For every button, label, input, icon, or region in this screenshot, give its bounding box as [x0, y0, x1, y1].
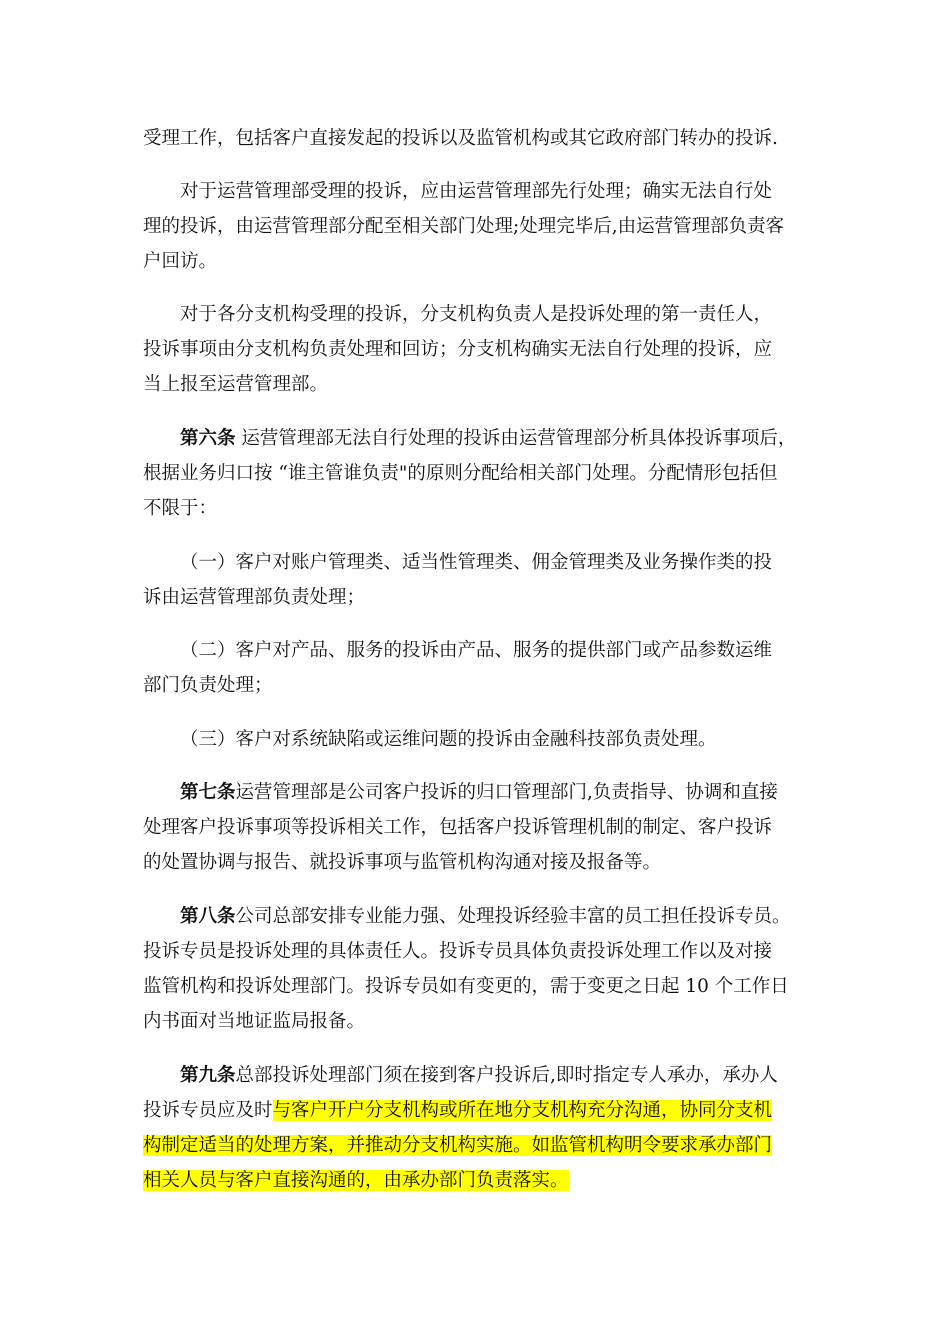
article-6-label: 第六条: [180, 428, 236, 449]
paragraph-line: 对于运营管理部受理的投诉，应由运营管理部先行处理；确实无法自行处: [180, 181, 773, 202]
article-9-line: [180, 1061, 813, 1091]
paragraph-line: 理的投诉，由运营管理部分配至相关部门处理;处理完毕后,由运营管理部负责客: [143, 216, 785, 237]
article-6-text: 运营管理部无法自行处理的投诉由运营管理部分析具体投诉事项后，: [235, 428, 797, 449]
paragraph-line: 根据业务归口按 “谁主管谁负责"的原则分配给相关部门处理。分配情形包括但: [143, 463, 778, 484]
list-item-line: 诉由运营管理部负责处理；: [143, 587, 366, 608]
paragraph-line: 的处置协调与报告、就投诉事项与监管机构沟通对接及报备等。: [143, 852, 662, 873]
article-9-line: [143, 1131, 813, 1161]
highlighted-text: 相关人员与客户直接沟通的，由承办部门负责落实。: [143, 1170, 569, 1191]
highlighted-text: 构制定适当的处理方案，并推动分支机构实施。如监管机构明令要求承办部门: [143, 1135, 773, 1156]
article-9-line: [143, 1096, 813, 1126]
article-9-text: 投诉专员应及时: [143, 1100, 273, 1121]
paragraph-line: 投诉事项由分支机构负责处理和回访；分支机构确实无法自行处理的投诉，应: [143, 339, 773, 360]
article-8-line: [180, 902, 813, 932]
list-item-line: （一）客户对账户管理类、适当性管理类、佣金管理类及业务操作类的投: [180, 552, 773, 573]
list-item-line: （二）客户对产品、服务的投诉由产品、服务的提供部门或产品参数运维: [180, 640, 773, 661]
paragraph-line: 内书面对当地证监局报备。: [143, 1011, 366, 1032]
paragraph-line: 处理客户投诉事项等投诉相关工作，包括客户投诉管理机制的制定、客户投诉: [143, 817, 773, 838]
paragraph-line: 受理工作，包括客户直接发起的投诉以及监管机构或其它政府部门转办的投诉.: [143, 128, 778, 149]
paragraph-line: 投诉专员是投诉处理的具体责任人。投诉专员具体负责投诉处理工作以及对接: [143, 941, 773, 962]
article-8-label: 第八条: [180, 906, 236, 927]
article-7-label: 第七条: [180, 782, 236, 803]
paragraph-line: 当上报至运营管理部。: [143, 374, 329, 395]
article-9-text: 总部投诉处理部门须在接到客户投诉后,即时指定专人承办，承办人: [235, 1065, 778, 1086]
article-7-text: 运营管理部是公司客户投诉的归口管理部门,负责指导、协调和直接: [235, 782, 778, 803]
article-9-line: [143, 1166, 813, 1196]
paragraph-line: 不限于：: [143, 498, 218, 519]
paragraph-line: 对于各分支机构受理的投诉，分支机构负责人是投诉处理的第一责任人，: [180, 304, 773, 325]
list-item-line: （三）客户对系统缺陷或运维问题的投诉由金融科技部负责处理。: [180, 729, 717, 750]
article-6-line: [180, 424, 813, 454]
paragraph-line: 户回访。: [143, 251, 218, 272]
article-9-label: 第九条: [180, 1065, 236, 1086]
article-8-text: 公司总部安排专业能力强、处理投诉经验丰富的员工担任投诉专员。: [235, 906, 791, 927]
paragraph-line: 监管机构和投诉处理部门。投诉专员如有变更的，需于变更之日起 10 个工作日: [143, 976, 789, 997]
article-7-line: [180, 778, 813, 808]
list-item-line: 部门负责处理；: [143, 675, 273, 696]
highlighted-text: 与客户开户分支机构或所在地分支机构充分沟通，协同分支机: [272, 1100, 773, 1121]
